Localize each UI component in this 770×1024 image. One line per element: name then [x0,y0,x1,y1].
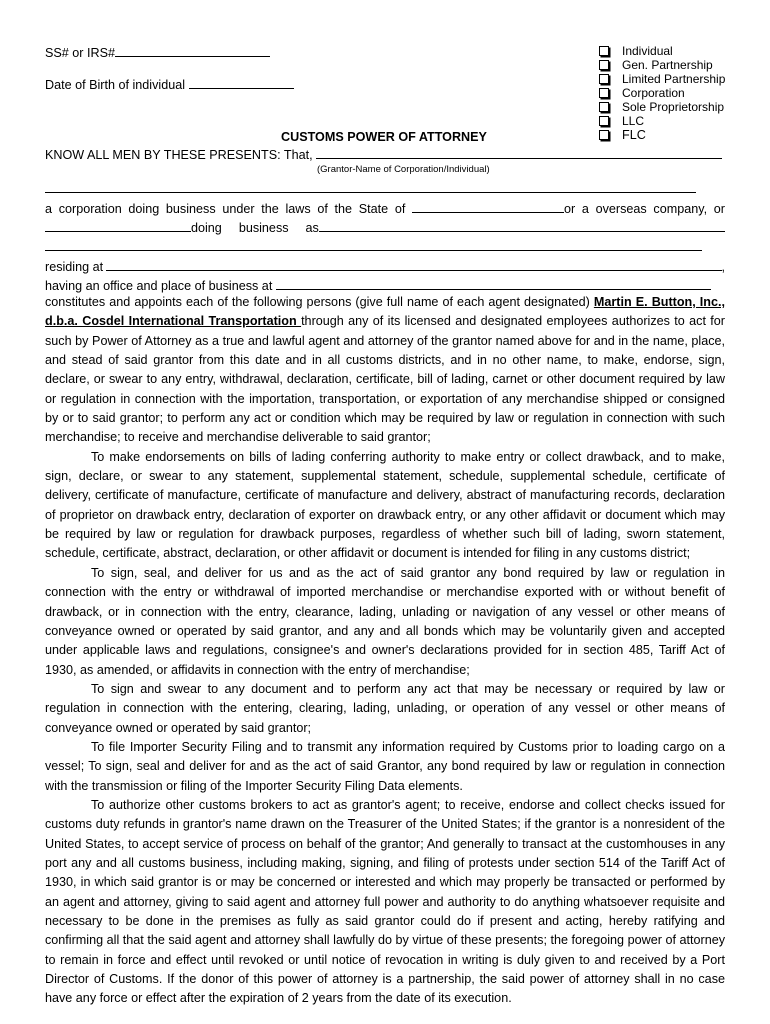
checkbox-gen-partnership[interactable]: Gen. Partnership [598,58,725,72]
paragraph-vessel-documents: To sign and swear to any document and to perform any act that may be necessary or required by law or regulation in connection with the entering, clearing, lading, unlading, or operation of any vessel or other means of conveyance owned or operated by said grantor; [45,681,725,735]
dob-input-line[interactable] [189,76,294,89]
page-title: CUSTOMS POWER OF ATTORNEY [281,130,487,144]
doing-business-prefix-line[interactable] [45,219,191,232]
grantor-caption: (Grantor-Name of Corporation/Individual) [317,164,490,175]
office-label: having an office and place of business at [45,279,273,293]
dob-label: Date of Birth of individual [45,78,186,92]
checkbox-icon[interactable] [599,60,609,70]
know-all-row [45,146,722,162]
paragraph-isf: To file Importer Security Filing and to transmit any information required by Customs prior to loading cargo on a vessel; To sign, seal and deliver for and as the act of said Grantor, any bond required by law or regulation in connection with the transmission or filing of the Importer Security Filing Data elements. [45,739,725,793]
dba-input-line[interactable] [319,219,725,232]
entity-type-checklist [598,44,725,142]
paragraph-endorsements: To make endorsements on bills of lading conferring authority to make entry or collect drawback, and to make, sign, declare, or swear to any statement, supplemental statement, schedule, supplemental schedule, certificate of delivery, certificate of manufacture, certificate of manufacture and delivery, abstract of manufacturing records, declaration of proprietor on drawback entry, declaration of exporter on drawback entry, or any other affidavit or document which may be required by law or regulation for drawback purposes, regardless of whether such bill of lading, sworn statement, schedule, certificate, abstract, declaration, or other affidavit or document is intended for filing in any customs district; [45,449,725,561]
checkbox-flc[interactable]: FLC [598,128,725,142]
residing-input-line[interactable] [106,258,721,271]
ss-field-row [45,44,270,60]
grantor-name-line[interactable] [316,146,722,159]
checkbox-individual[interactable]: Individual [598,44,725,58]
checkbox-llc[interactable]: LLC [598,114,725,128]
agent-name: Martin E. Button, Inc., [593,295,726,309]
agent-dba: d.b.a. Cosdel International Transportation [45,314,302,329]
checkbox-icon[interactable] [599,74,609,84]
checkbox-sole-proprietorship[interactable]: Sole Proprietorship [598,100,725,114]
residing-label: residing at [45,260,104,274]
document-body [45,293,725,1009]
residing-row: residing at , [45,260,725,274]
dba-continuation-line[interactable] [45,250,702,251]
paragraph-appointment: constitutes and appoints each of the following persons (give full name of each agent designated) Martin E. Button, Inc., d.b.a. Cosdel International Transportation through any of its licensed and designated employees authorizes to act for such by Power of Attorney as a true and lawful agent and attorney of the grantor named above for and in the name, place, and stead of said grantor from this date and in all customs districts, and in no other name, to make, endorse, sign, declare, or swear to any entry, withdrawal, declaration, certificate, bill of lading, carnet or other document required by law or regulation in connection with the importation, transportation, or exportation of any merchandise shipped or consigned by or to said grantor; to perform any act or condition which may be required by law or regulation in connection with such merchandise; to receive and merchandise deliverable to said grantor; [45,295,726,445]
paragraph-bonds: To sign, seal, and deliver for us and as the act of said grantor any bond required by law or regulation in connection with the entry or withdrawal of imported merchandise or merchandise exported with or without benefit of drawback, or in connection with the entry, clearance, lading, unlading or navigation of any vessel or other means of conveyance owned or operated by said grantor, and any and all bonds which may be voluntarily given and accepted under applicable laws and regulations, consignee's and owner's declarations provided for in section 485, Tariff Act of 1930, as amended, or affidavits in connection with the entry of merchandise; [45,565,725,677]
grantor-name-continuation-line[interactable] [45,192,696,193]
checkbox-limited-partnership[interactable]: Limited Partnership [598,72,725,86]
checkbox-icon[interactable] [599,116,609,126]
checkbox-icon[interactable] [599,46,609,56]
checkbox-icon[interactable] [599,102,609,112]
dob-field-row [45,76,294,92]
ss-input-line[interactable] [115,44,270,57]
state-input-line[interactable] [412,200,564,213]
checkbox-icon[interactable] [599,130,609,140]
doing-business-row: doing business as [45,219,725,235]
paragraph-authorize-brokers: To authorize other customs brokers to act as grantor's agent; to receive, endorse and collect checks issued for customs duty refunds in grantor's name drawn on the Treasurer of the United States; if the grantor is a nonresident of the United States, to accept service of process on behalf of the grantor; And generally to transact at the customhouses in any port any and all customs business, including making, signing, and filing of protests under section 514 of the Tariff Act of 1930, in which said grantor is or may be concerned or interested and which may properly be transacted or performed by an agent and attorney, giving to said agent and attorney full power and authority to do anything whatsoever requisite and necessary to be done in the premises as fully as said grantor could do if present and acting, hereby ratifying and confirming all that the said agent and attorney shall lawfully do by virtue of these presents; the foregoing power of attorney to remain in force and effect until revoked or until notice of revocation in writing is duly given to and received by a Port Director of Customs. If the donor of this power of attorney is a partnership, the said power of attorney shall in no case have any force or effect after the expiration of 2 years from the date of its execution. [45,797,725,1006]
office-input-line[interactable] [276,277,711,290]
checkbox-corporation[interactable]: Corporation [598,86,725,100]
ss-label: SS# or IRS# [45,46,115,60]
know-all-label: KNOW ALL MEN BY THESE PRESENTS: That, [45,148,313,162]
corporation-state-row: a corporation doing business under the laws of the State of or a overseas company, or [45,202,725,216]
checkbox-icon[interactable] [599,88,609,98]
office-row [45,277,711,293]
